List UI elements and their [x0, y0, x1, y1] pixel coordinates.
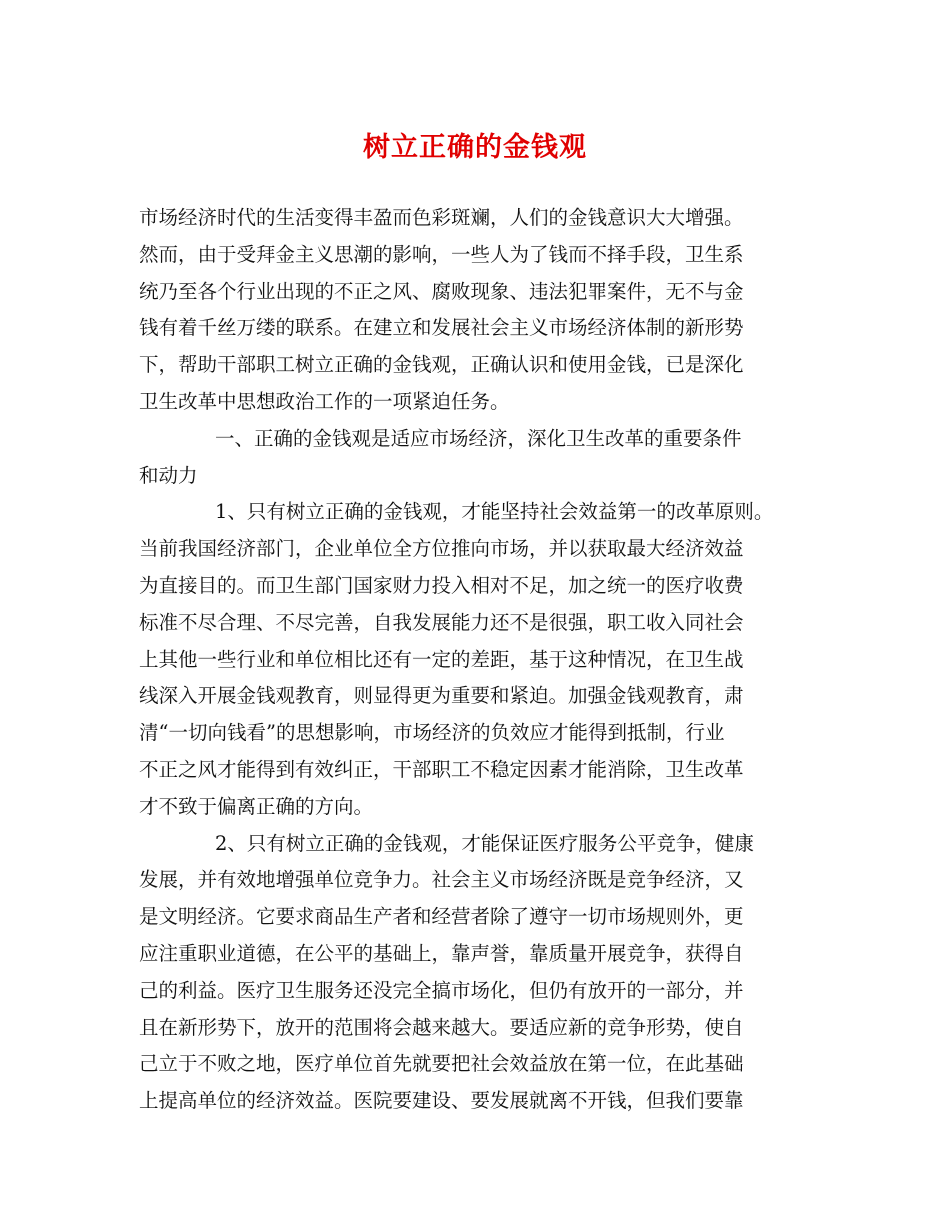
text-line: 钱有着千丝万缕的联系。在建立和发展社会主义市场经济体制的新形势 — [139, 316, 744, 340]
text-line: 线深入开展金钱观教育，则显得更为重要和紧迫。加强金钱观教育，肃 — [139, 684, 744, 708]
text-line: 1、只有树立正确的金钱观，才能坚持社会效益第一的改革原则。 — [215, 500, 774, 524]
section-heading — [139, 421, 815, 495]
document-title: 树立正确的金钱观 — [363, 132, 587, 163]
text-line: 上其他一些行业和单位相比还有一定的差距，基于这种情况，在卫生战 — [139, 647, 744, 671]
text-line: 卫生改革中思想政治工作的一项紧迫任务。 — [139, 389, 510, 413]
text-line: 然而，由于受拜金主义思潮的影响，一些人为了钱而不择手段，卫生系 — [139, 242, 744, 266]
text-line: 是文明经济。它要求商品生产者和经营者除了遵守一切市场规则外，更 — [139, 905, 744, 929]
text-line: 一、正确的金钱观是适应市场经济，深化卫生改革的重要条件 — [215, 426, 742, 450]
text-line: 标准不尽合理、不尽完善，自我发展能力还不是很强，职工收入同社会 — [139, 610, 744, 634]
text-line: 发展，并有效地增强单位竞争力。社会主义市场经济既是竞争经济，又 — [139, 868, 744, 892]
text-line: 才不致于偏离正确的方向。 — [139, 794, 374, 818]
text-line: 己立于不败之地，医疗单位首先就要把社会效益放在第一位，在此基础 — [139, 1052, 744, 1076]
paragraph-intro — [139, 200, 815, 421]
text-line: 不正之风才能得到有效纠正，干部职工不稳定因素才能消除，卫生改革 — [139, 757, 744, 781]
text-line: 清“一切向钱看”的思想影响，市场经济的负效应才能得到抵制，行业 — [139, 721, 725, 745]
text-line: 当前我国经济部门，企业单位全方位推向市场，并以获取最大经济效益 — [139, 537, 744, 561]
text-line: 和动力 — [139, 463, 198, 487]
document-body — [139, 200, 815, 1120]
paragraph-point-1 — [139, 494, 815, 825]
text-line: 且在新形势下，放开的范围将会越来越大。要适应新的竞争形势，使自 — [139, 1015, 744, 1039]
text-line: 己的利益。医疗卫生服务还没完全搞市场化，但仍有放开的一部分，并 — [139, 978, 744, 1002]
text-line: 2、只有树立正确的金钱观，才能保证医疗服务公平竞争，健康 — [215, 831, 754, 855]
text-line: 市场经济时代的生活变得丰盈而色彩斑斓，人们的金钱意识大大增强。 — [139, 206, 744, 229]
text-line: 上提高单位的经济效益。医院要建设、要发展就离不开钱，但我们要靠 — [139, 1089, 744, 1113]
text-line: 为直接目的。而卫生部门国家财力投入相对不足，加之统一的医疗收费 — [139, 573, 744, 597]
text-line: 应注重职业道德，在公平的基础上，靠声誉，靠质量开展竞争，获得自 — [139, 941, 744, 965]
paragraph-point-2 — [139, 826, 815, 1120]
text-line: 下，帮助干部职工树立正确的金钱观，正确认识和使用金钱，已是深化 — [139, 353, 744, 377]
text-line: 统乃至各个行业出现的不正之风、腐败现象、违法犯罪案件，无不与金 — [139, 279, 744, 303]
